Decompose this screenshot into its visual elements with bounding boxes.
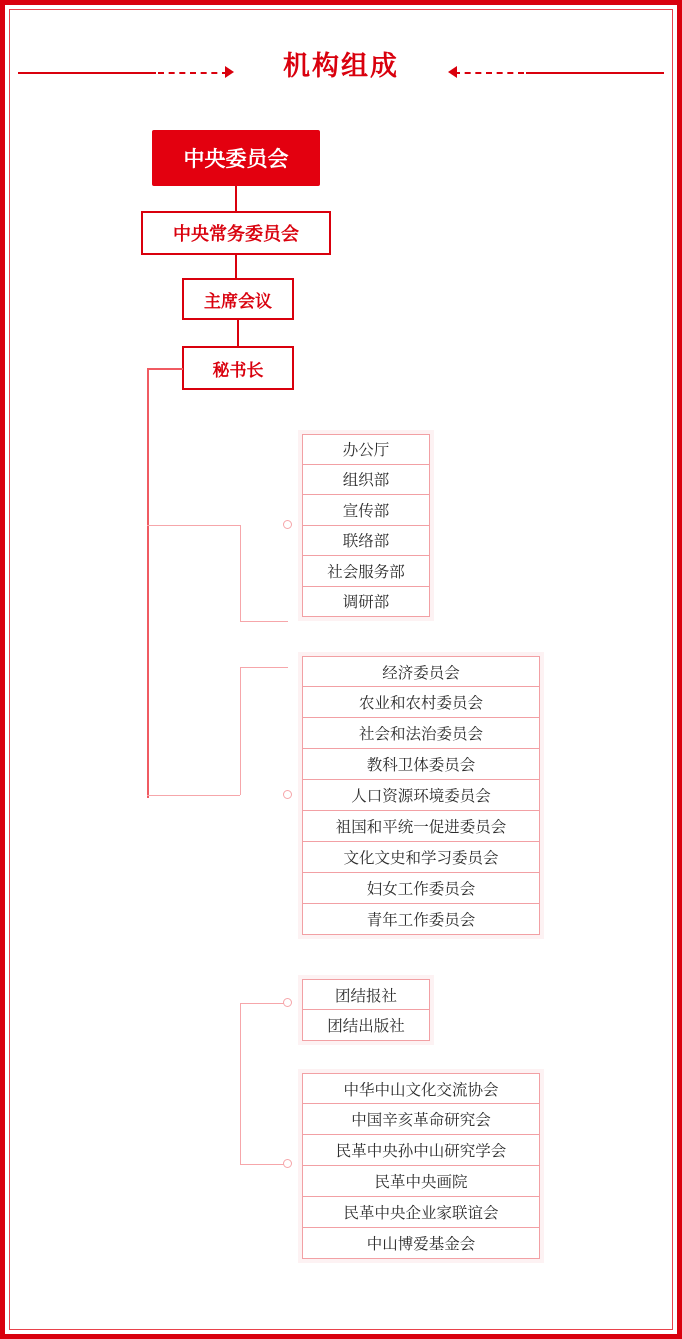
list-item[interactable]: 青年工作委员会: [302, 904, 540, 935]
list-item[interactable]: 人口资源环境委员会: [302, 780, 540, 811]
list-item[interactable]: 团结出版社: [302, 1010, 430, 1041]
group-departments: [298, 430, 434, 621]
branch-line-orgs-h: [240, 1164, 288, 1165]
list-item[interactable]: 经济委员会: [302, 656, 540, 687]
node-standing-committee[interactable]: 中央常务委员会: [141, 211, 331, 255]
branch-line-press-h: [240, 1003, 288, 1004]
arrow-head-right-icon: [225, 66, 234, 78]
trunk-elbow: [147, 368, 183, 370]
node-secretary-general[interactable]: 秘书长: [182, 346, 294, 390]
node-chairman-meeting[interactable]: 主席会议: [182, 278, 294, 320]
group-press: [298, 975, 434, 1045]
branch-dot-press: [283, 998, 292, 1007]
list-item[interactable]: 民革中央孙中山研究学会: [302, 1135, 540, 1166]
list-item[interactable]: 宣传部: [302, 495, 430, 526]
node-central-committee[interactable]: 中央委员会: [152, 130, 320, 186]
list-item[interactable]: 农业和农村委员会: [302, 687, 540, 718]
branch-dot-committees: [283, 790, 292, 799]
branch-line-departments-v: [240, 525, 241, 621]
list-item[interactable]: 中山博爱基金会: [302, 1228, 540, 1259]
trunk-line: [147, 368, 149, 798]
header-rule-right: [526, 72, 664, 74]
branch-dot-orgs: [283, 1159, 292, 1168]
list-item[interactable]: 办公厅: [302, 434, 430, 465]
dashed-arrow-right-icon: [158, 72, 228, 74]
list-item[interactable]: 社会和法治委员会: [302, 718, 540, 749]
list-item[interactable]: 调研部: [302, 587, 430, 618]
header-rule-left: [18, 72, 156, 74]
branch-line-departments-h: [147, 525, 240, 526]
branch-line-committees-h: [147, 795, 240, 796]
branch-line-committees-v: [240, 667, 241, 795]
list-item[interactable]: 社会服务部: [302, 556, 430, 587]
branch-line-orgs-v: [240, 1003, 241, 1165]
group-organizations: [298, 1069, 544, 1263]
page-title: 机构组成: [283, 51, 399, 81]
connector-standing-to-chairman: [235, 255, 237, 278]
list-item[interactable]: 联络部: [302, 526, 430, 557]
list-item[interactable]: 妇女工作委员会: [302, 873, 540, 904]
list-item[interactable]: 组织部: [302, 465, 430, 496]
branch-line-committees-h2: [240, 667, 288, 668]
branch-line-departments-h2: [240, 621, 288, 622]
list-item[interactable]: 中国辛亥革命研究会: [302, 1104, 540, 1135]
connector-chairman-to-secretary: [237, 320, 239, 346]
list-item[interactable]: 中华中山文化交流协会: [302, 1073, 540, 1104]
list-item[interactable]: 教科卫体委员会: [302, 749, 540, 780]
group-committees: [298, 652, 544, 939]
list-item[interactable]: 团结报社: [302, 979, 430, 1010]
dashed-arrow-left-icon: [454, 72, 524, 74]
list-item[interactable]: 民革中央画院: [302, 1166, 540, 1197]
connector-central-to-standing: [235, 186, 237, 211]
list-item[interactable]: 民革中央企业家联谊会: [302, 1197, 540, 1228]
branch-dot-departments: [283, 520, 292, 529]
header: [18, 44, 664, 96]
list-item[interactable]: 祖国和平统一促进委员会: [302, 811, 540, 842]
list-item[interactable]: 文化文史和学习委员会: [302, 842, 540, 873]
